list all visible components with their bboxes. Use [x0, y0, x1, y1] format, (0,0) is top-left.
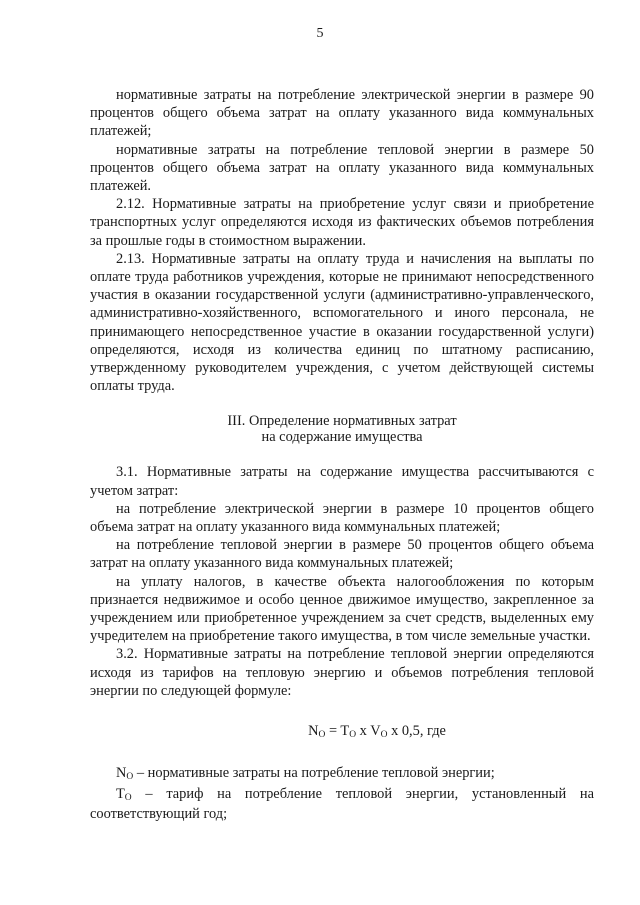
- formula-v-sub: O: [380, 730, 388, 741]
- definition-n: [90, 764, 594, 784]
- definition-n-symbol: N: [116, 765, 127, 782]
- page-number: 5: [316, 26, 324, 41]
- paragraph-heat-50-section: на потребление тепловой энергии в размере 50 процентов общего объема затрат на оплату указанного вида коммунальных платежей;: [90, 537, 594, 572]
- definition-t-symbol: T: [116, 785, 125, 802]
- formula-t-sub: O: [349, 730, 357, 741]
- section-title: [90, 413, 594, 445]
- definition-t: [90, 785, 594, 823]
- definition-t-text: – тариф на потребление тепловой энергии, установленный на соответствующий год;: [90, 785, 594, 822]
- paragraph-3-2: 3.2. Нормативные затраты на потребление тепловой энергии определяются исходя из тарифов на тепловую энергию и объемов потребления тепловой энергии по следующей формуле:: [90, 646, 594, 699]
- paragraph-3-1: 3.1. Нормативные затраты на содержание имущества рассчитываются с учетом затрат:: [90, 464, 594, 499]
- formula-eq: = T: [325, 723, 350, 740]
- formula: [90, 722, 594, 742]
- paragraph-heat-50: нормативные затраты на потребление тепловой энергии в размере 50 процентов общего объема затрат на оплату указанного вида коммунальных платежей.: [90, 141, 594, 195]
- formula-n: N: [308, 723, 319, 740]
- paragraph-2-12: 2.12. Нормативные затраты на приобретение услуг связи и приобретение транспортных услуг определяются исходя из фактических объемов потребления за прошлые годы в стоимостном выражении.: [90, 196, 594, 249]
- section-title-line-2: на содержание имущества: [261, 429, 423, 446]
- formula-n-sub: O: [318, 730, 326, 741]
- paragraph-taxes: на уплату налогов, в качестве объекта налогообложения по которым признается недвижимое и особо ценное движимое имущество, закрепленное за учреждением или приобретенное учреждением за счет средств, выделенных ему учредителем на приобретение такого имущества, в том числе земельные участки.: [90, 573, 594, 645]
- paragraph-electric-90: нормативные затраты на потребление электрической энергии в размере 90 процентов общего объема затрат на оплату указанного вида коммунальных платежей;: [90, 87, 594, 140]
- definition-t-sub: O: [124, 792, 132, 803]
- section-title-line-1: III. Определение нормативных затрат: [227, 413, 457, 430]
- paragraph-electric-10: на потребление электрической энергии в размере 10 процентов общего объема затрат на оплату указанного вида коммунальных платежей;: [90, 500, 594, 536]
- definition-n-sub: O: [126, 772, 134, 783]
- definition-n-text: – нормативные затраты на потребление тепловой энергии;: [133, 765, 495, 782]
- paragraph-2-13: 2.13. Нормативные затраты на оплату труда и начисления на выплаты по оплате труда работников учреждения, которые не принимают непосредственного участия в оказании государственной услуги (административно-управленческого, административно-хозяйственного, вспомогательного и иного персонала, не принимающего непосредственное участие в оказании государственной услуги) определяются, исходя из количества единиц по штатному расписанию, утвержденному руководителем учреждения, с учетом действующей системы оплаты труда.: [90, 250, 594, 395]
- document-body: [90, 86, 594, 823]
- formula-rest: x 0,5, где: [387, 723, 446, 740]
- formula-x1: x V: [356, 723, 381, 740]
